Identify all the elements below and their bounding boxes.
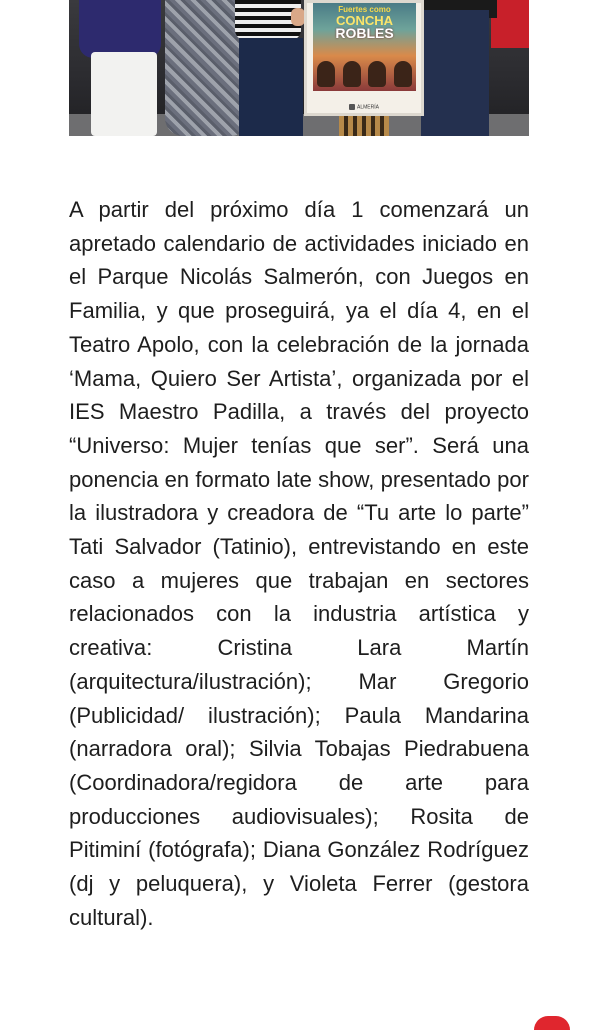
poster-art [313, 3, 416, 91]
floating-action-button-edge[interactable] [534, 1016, 570, 1030]
poster-line-3: ROBLES [335, 25, 394, 41]
article-photo [69, 0, 529, 136]
event-poster [304, 0, 424, 116]
poster-footer-text: ALMERÍA [357, 104, 379, 110]
person-1-jacket [79, 0, 161, 58]
poster-line-2: CONCHA [335, 13, 394, 28]
city-crest-icon [349, 104, 355, 110]
person-5-pants [421, 10, 489, 136]
poster-face [343, 61, 361, 87]
poster-line-1: Fuertes como [338, 5, 391, 14]
poster-logo [307, 104, 421, 110]
hand [291, 8, 305, 26]
article-paragraph: A partir del próximo día 1 comenzará un apretado calendario de actividades iniciado en el Parque Nicolás Salmerón, con Juegos en Familia, y que proseguirá, ya el día 4, en el Teatro Apolo, con la celebración de la jornada ‘Mama, Quiero Ser Artista’, organizada por el IES Maestro Padilla, a través del proyecto “Universo: Mujer tenías que ser”. Será una ponencia en formato late show, presentado por la ilustradora y creadora de “Tu arte lo parte” Tati Salvador (Tatinio), entrevistando en este caso a mujeres que trabajan en sectores relacionados con la industria artística y creativa: Cristina Lara Martín (arquitectura/ilustración); Mar Gregorio (Publicidad/ ilustración); Paula Mandarina (narradora oral); Silvia Tobajas Piedrabuena (Coordinadora/regidora de arte para producciones audiovisuales); Rosita de Pitiminí (fotógrafa); Diana González Rodríguez (dj y peluquera), y Violeta Ferrer (gestora cultural). [69, 197, 529, 930]
poster-faces [317, 53, 412, 87]
person-3-pants [239, 38, 303, 136]
poster-face [368, 61, 386, 87]
poster-face [394, 61, 412, 87]
poster-face [317, 61, 335, 87]
person-1-pants [91, 52, 157, 136]
